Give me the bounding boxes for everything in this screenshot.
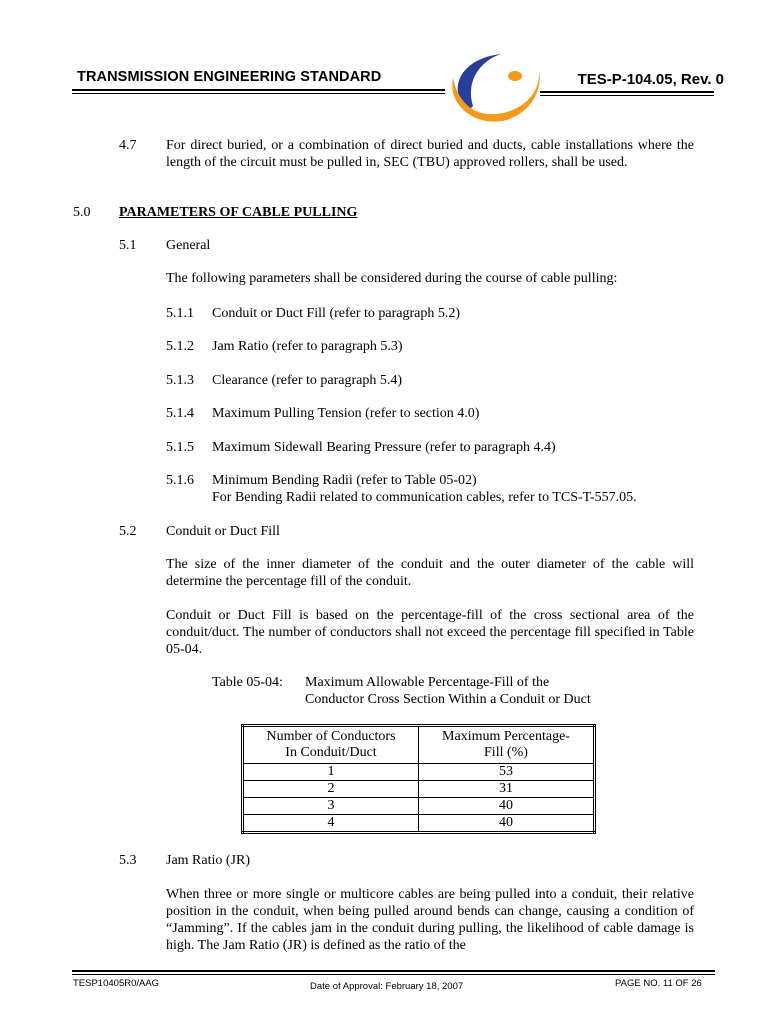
section-5-1-number: 5.1 [119,238,137,253]
footer-rule-thin [72,974,715,975]
header-title: TRANSMISSION ENGINEERING STANDARD [77,69,382,85]
footer-rule [72,970,715,972]
cell-fill: 40 [419,815,595,833]
column-header-max-fill [419,726,595,764]
list-item-number: 5.1.4 [166,406,194,421]
header-doc-number: TES-P-104.05, Rev. 0 [577,71,724,88]
list-item-text: Clearance (refer to paragraph 5.4) [212,373,403,388]
cell-fill: 40 [419,798,595,815]
header-rule-right [540,91,714,93]
section-5-2-number: 5.2 [119,524,137,539]
table-caption-line-2: Conductor Cross Section Within a Conduit or Duct [305,692,591,707]
footer-page-number: PAGE NO. 11 OF 26 [615,978,702,989]
section-5-3-number: 5.3 [119,853,137,868]
list-item-number: 5.1.5 [166,440,194,455]
column-header-line: Maximum Percentage- [442,729,570,744]
section-5-3-title: Jam Ratio (JR) [166,853,250,868]
list-item-text: Minimum Bending Radii (refer to Table 05-02) [212,473,477,488]
list-item-text-continued: For Bending Radii related to communication cables, refer to TCS-T-557.05. [212,490,637,505]
list-item-text: Maximum Pulling Tension (refer to section 4.0) [212,406,480,421]
column-header-line: In Conduit/Duct [285,745,377,760]
cell-conductors: 1 [243,764,419,781]
table-row [243,781,595,798]
list-item-text: Conduit or Duct Fill (refer to paragraph 5.2) [212,306,461,321]
section-5-2-paragraph-2: Conduit or Duct Fill is based on the percentage-fill of the cross sectional area of the conduit/duct. The number of conductors shall not exceed the percentage fill specified in Table 05-04. [166,608,694,657]
list-item-number: 5.1.3 [166,373,194,388]
section-5-2-title: Conduit or Duct Fill [166,524,280,539]
section-4-7-text: For direct buried, or a combination of direct buried and ducts, cable installations where the length of the circuit must be pulled in, SEC (TBU) approved rollers, shall be used. [166,138,694,170]
header-rule-right-thin [540,95,714,96]
table-row [243,764,595,781]
table-row [243,798,595,815]
column-header-conductors [243,726,419,764]
sec-swoosh-logo-icon [443,50,553,125]
cell-fill: 53 [419,764,595,781]
section-5-1-title: General [166,238,211,253]
footer-doc-code: TESP10405R0/AAG [73,978,160,989]
cell-conductors: 3 [243,798,419,815]
section-5-3-paragraph-1: When three or more single or multicore cables are being pulled into a conduit, their relative position in the conduit, when being pulled around bends can change, causing a condition of “Jamming”. If the cables jam in the conduit during pulling, the likelihood of cable damage is high. The Jam Ratio (JR) is defined as the ratio of the [166,887,694,953]
table-caption-line-1: Maximum Allowable Percentage-Fill of the [305,675,550,690]
percentage-fill-table [241,724,596,834]
list-item-number: 5.1.1 [166,306,194,321]
section-5-2-paragraph-1: The size of the inner diameter of the conduit and the outer diameter of the cable will determine the percentage fill of the conduit. [166,557,694,589]
list-item-number: 5.1.2 [166,339,194,354]
cell-fill: 31 [419,781,595,798]
table-row [243,815,595,833]
header-rule-left-thin [72,93,445,94]
footer-approval-date: Date of Approval: February 18, 2007 [310,981,464,992]
column-header-line: Number of Conductors [266,729,396,744]
cell-conductors: 4 [243,815,419,833]
table-header-row [243,726,595,764]
section-5-0-number: 5.0 [73,205,91,220]
header-rule-left [72,89,445,91]
table-label: Table 05-04: [212,675,283,690]
section-5-1-intro: The following parameters shall be considered during the course of cable pulling: [166,271,618,286]
column-header-line: Fill (%) [484,745,528,760]
section-4-7-number: 4.7 [119,138,137,153]
list-item-number: 5.1.6 [166,473,194,488]
section-5-0-title: PARAMETERS OF CABLE PULLING [119,205,358,220]
cell-conductors: 2 [243,781,419,798]
list-item-text: Maximum Sidewall Bearing Pressure (refer to paragraph 4.4) [212,440,556,455]
list-item-text: Jam Ratio (refer to paragraph 5.3) [212,339,403,354]
